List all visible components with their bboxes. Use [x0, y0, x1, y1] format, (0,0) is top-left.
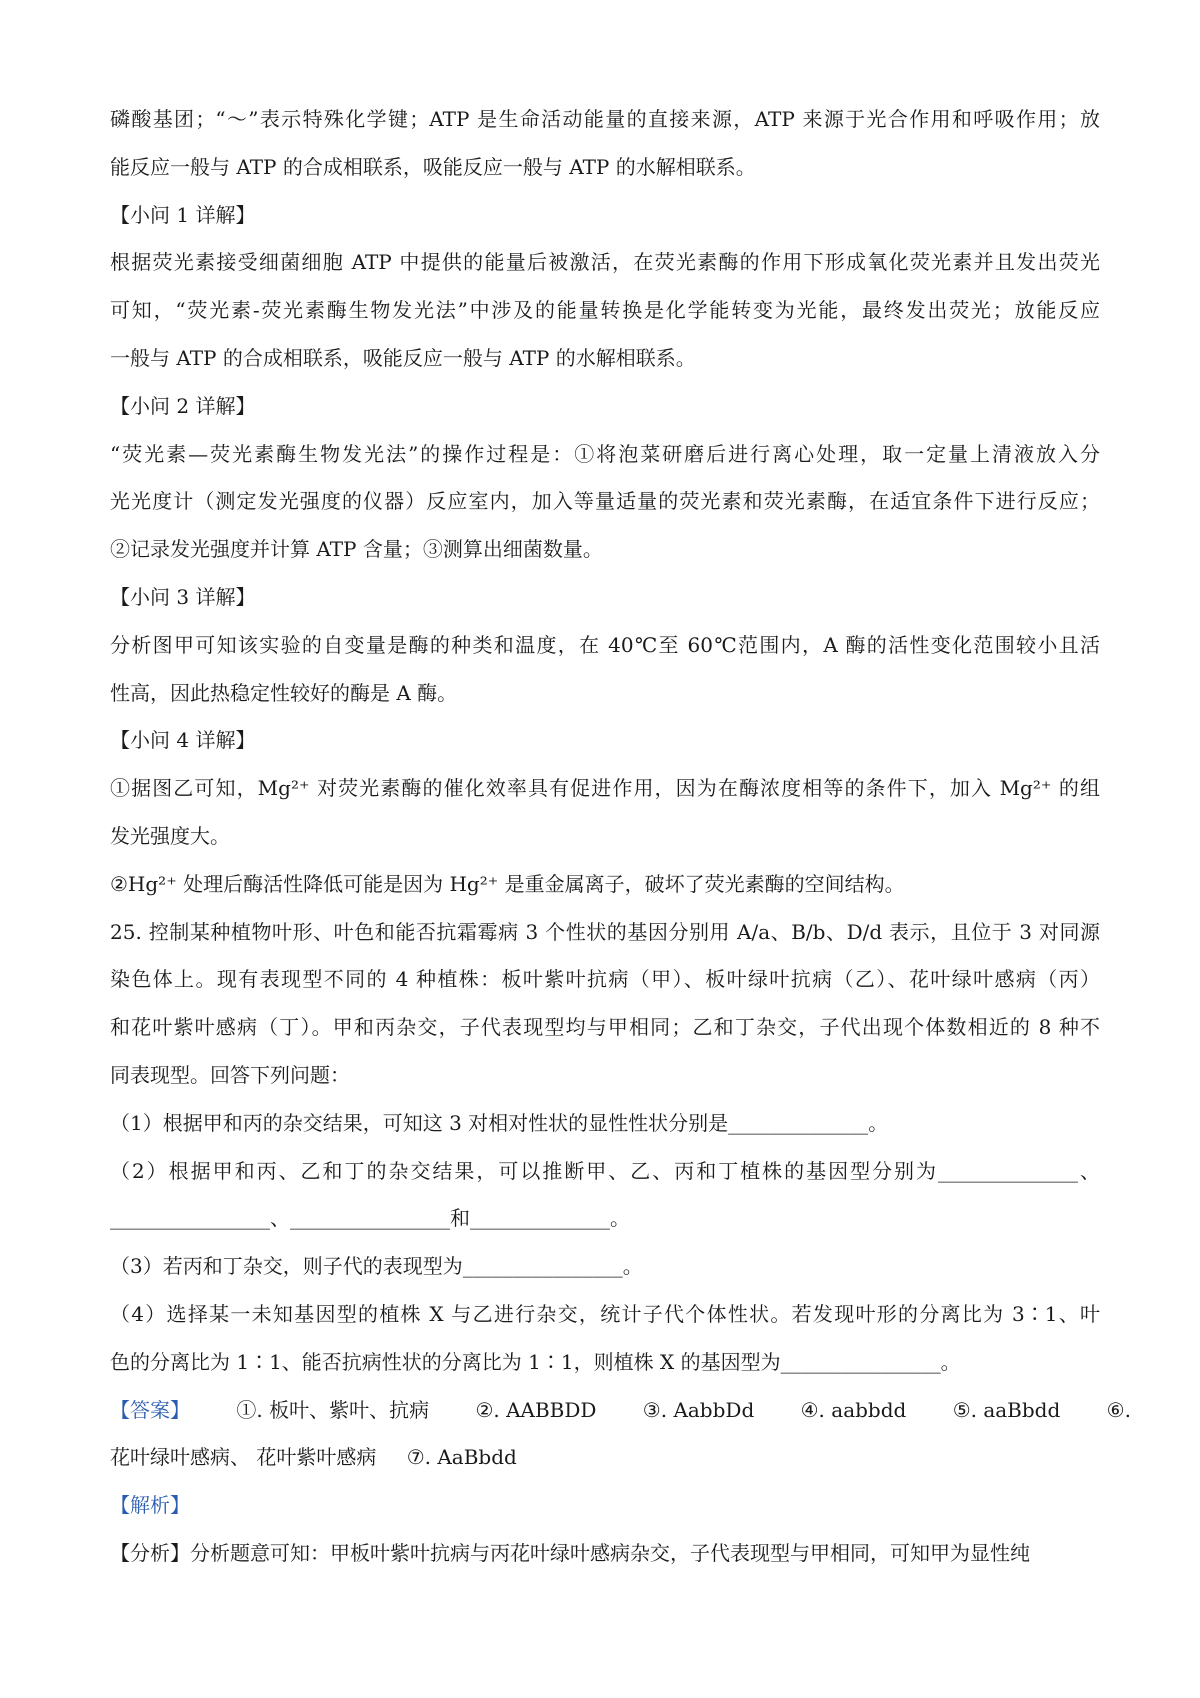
sub-question: （4）选择某一未知基因型的植株 X 与乙进行杂交，统计子代个体性状。若发现叶形的分离比为 3∶1、叶 — [110, 1301, 1100, 1326]
text-line: ②记录发光强度并计算 ATP 含量；③测算出细菌数量。 — [110, 537, 603, 562]
answer-line — [110, 1387, 1131, 1435]
text-line: 分析图甲可知该实验的自变量是酶的种类和温度，在 40℃至 60℃范围内，A 酶的活性变化范围较小且活 — [110, 632, 1100, 657]
answer-item: ②. AABBDD — [475, 1397, 597, 1422]
analysis-line — [110, 1530, 1100, 1578]
answer-line — [110, 1434, 1100, 1482]
section-heading: 【小问 3 详解】 — [110, 584, 256, 609]
sub-question: （2）根据甲和丙、乙和丁的杂交结果，可以推断甲、乙、丙和丁植株的基因型分别为______________、 — [110, 1158, 1100, 1183]
answer-item: 花叶绿叶感病、 花叶紫叶感病 — [110, 1445, 377, 1470]
sub-question: （3）若丙和丁杂交，则子代的表现型为________________。 — [110, 1254, 643, 1279]
question-text: 和花叶紫叶感病（丁）。甲和丙杂交，子代表现型均与甲相同；乙和丁杂交，子代出现个体数相近的 8 种不 — [110, 1015, 1100, 1040]
analysis-label: 【解析】 — [110, 1493, 190, 1518]
section-heading: 【小问 4 详解】 — [110, 728, 256, 753]
document-page — [110, 96, 1131, 1578]
answer-label: 【答案】 — [110, 1397, 190, 1422]
text-line: ①据图乙可知，Mg²⁺ 对荧光素酶的催化效率具有促进作用，因为在酶浓度相等的条件下，加入 Mg²⁺ 的组 — [110, 776, 1100, 801]
section-heading: 【小问 2 详解】 — [110, 393, 256, 418]
section-heading: 【小问 1 详解】 — [110, 202, 256, 227]
sub-question: 色的分离比为 1∶1、能否抗病性状的分离比为 1∶1，则植株 X 的基因型为________________。 — [110, 1349, 961, 1374]
text-line: 可知，“荧光素-荧光素酶生物发光法”中涉及的能量转换是化学能转变为光能，最终发出荧光；放能反应 — [110, 298, 1100, 323]
answer-item: ⑦. AaBbdd — [406, 1445, 517, 1470]
answer-item: ④. aabbdd — [800, 1397, 907, 1422]
question-text: 25. 控制某种植物叶形、叶色和能否抗霜霉病 3 个性状的基因分别用 A/a、B/b、D/d 表示，且位于 3 对同源 — [110, 919, 1100, 944]
question-text: 同表现型。回答下列问题： — [110, 1062, 350, 1087]
text-line: 光光度计（测定发光强度的仪器）反应室内，加入等量适量的荧光素和荧光素酶，在适宜条件下进行反应； — [110, 489, 1100, 514]
answer-item: ③. AabbDd — [642, 1397, 755, 1422]
answer-item: ①. 板叶、紫叶、抗病 — [236, 1397, 430, 1422]
text-line: 发光强度大。 — [110, 823, 230, 848]
text-line: ②Hg²⁺ 处理后酶活性降低可能是因为 Hg²⁺ 是重金属离子，破坏了荧光素酶的空间结构。 — [110, 871, 905, 896]
text-line: 根据荧光素接受细菌细胞 ATP 中提供的能量后被激活，在荧光素酶的作用下形成氧化荧光素并且发出荧光 — [110, 250, 1100, 275]
fenxi-text: 分析题意可知：甲板叶紫叶抗病与丙花叶绿叶感病杂交，子代表现型与甲相同，可知甲为显性纯 — [190, 1540, 1030, 1565]
text-line: 一般与 ATP 的合成相联系，吸能反应一般与 ATP 的水解相联系。 — [110, 345, 696, 370]
fenxi-label: 【分析】 — [110, 1540, 190, 1565]
answer-item: ⑥. — [1106, 1397, 1131, 1422]
answer-item: ⑤. aaBbdd — [952, 1397, 1061, 1422]
question-text: 染色体上。现有表现型不同的 4 种植株：板叶紫叶抗病（甲）、板叶绿叶抗病（乙）、花叶绿叶感病（丙） — [110, 967, 1100, 992]
sub-question: （1）根据甲和丙的杂交结果，可知这 3 对相对性状的显性性状分别是______________。 — [110, 1110, 889, 1135]
text-line: “荧光素—荧光素酶生物发光法”的操作过程是：①将泡菜研磨后进行离心处理，取一定量上清液放入分 — [110, 441, 1100, 466]
text-line: 性高，因此热稳定性较好的酶是 A 酶。 — [110, 680, 458, 705]
text-line: 能反应一般与 ATP 的合成相联系，吸能反应一般与 ATP 的水解相联系。 — [110, 154, 756, 179]
text-line: 磷酸基团；“～”表示特殊化学键；ATP 是生命活动能量的直接来源，ATP 来源于光合作用和呼吸作用；放 — [110, 107, 1100, 131]
sub-question: ________________、________________和______________。 — [110, 1206, 630, 1231]
